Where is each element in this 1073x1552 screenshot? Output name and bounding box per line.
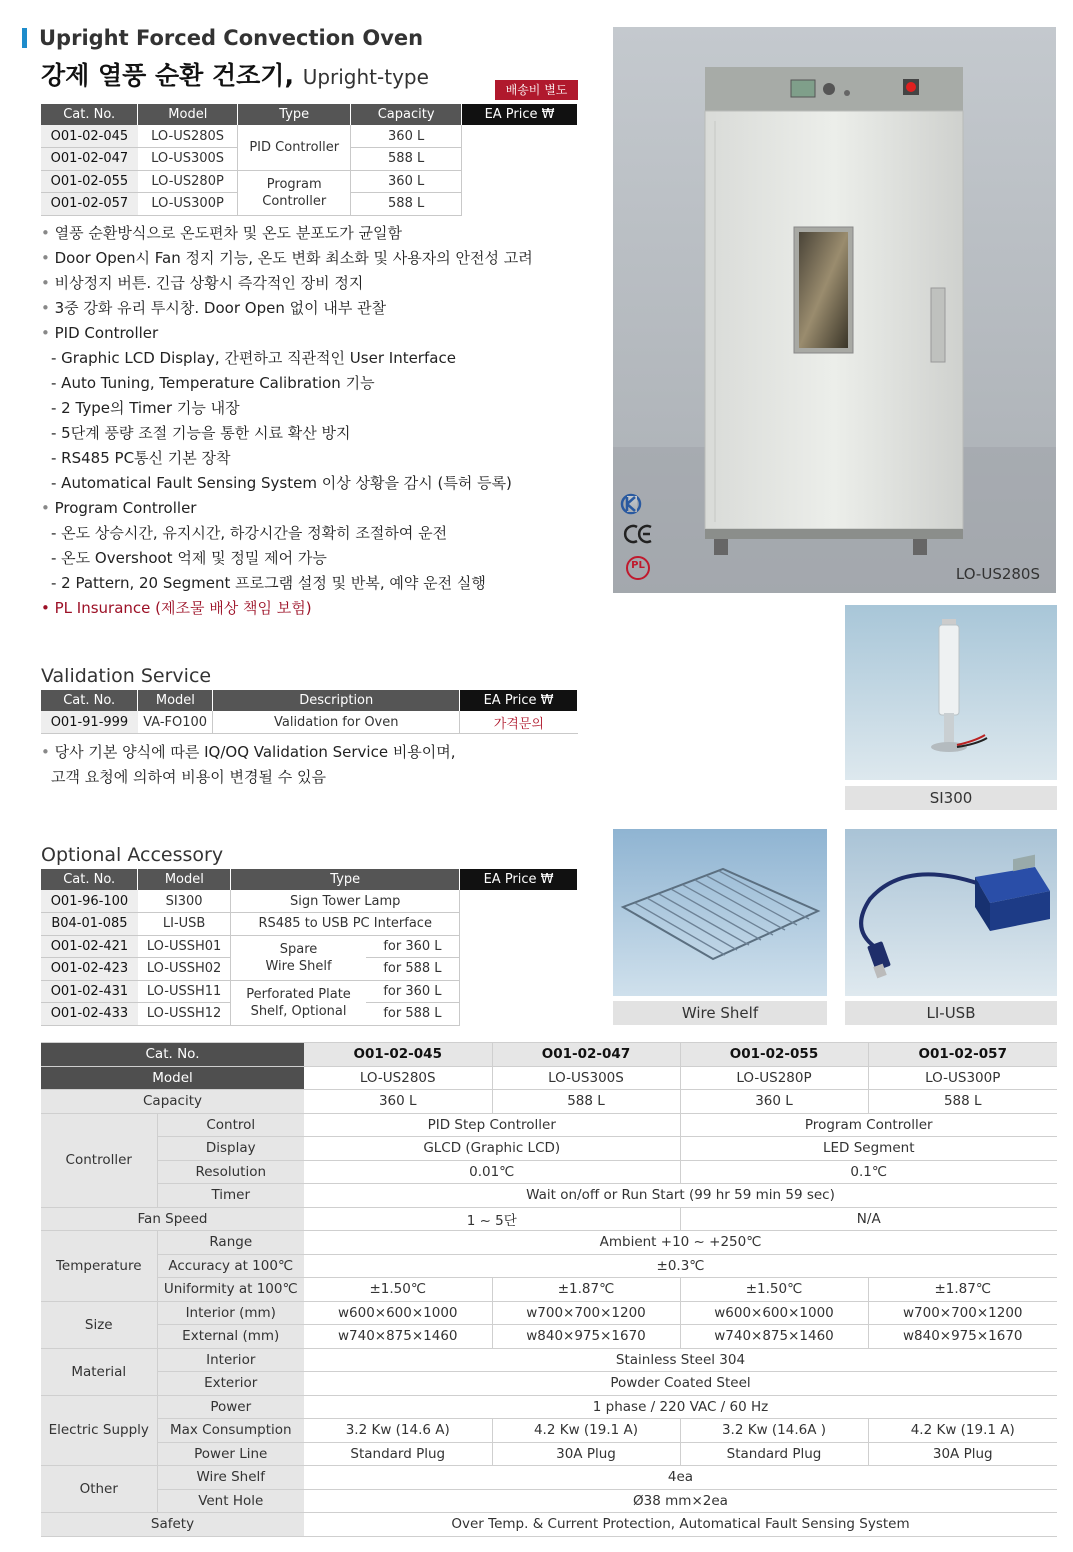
feature-subitem: - Graphic LCD Display, 간편하고 직관적인 User Interface <box>51 349 456 367</box>
spec-mat-exterior-label: Exterior <box>157 1372 304 1396</box>
validation-note <box>41 740 456 790</box>
spec-cat-3: O01-02-055 <box>680 1043 868 1067</box>
spec-capacity-4: 588 L <box>868 1090 1057 1114</box>
spec-row-interior <box>41 1301 1057 1325</box>
spec-row-mat-exterior <box>41 1372 1057 1396</box>
size: for 360 L <box>366 935 460 958</box>
spec-row-capacity <box>41 1090 1057 1114</box>
spec-control-pid: PID Step Controller <box>304 1113 680 1137</box>
spec-cat-1: O01-02-045 <box>304 1043 492 1067</box>
col-price: EA Price ₩ <box>462 104 578 125</box>
spec-consumption-label: Max Consumption <box>157 1419 304 1443</box>
spec-row-external <box>41 1325 1057 1349</box>
spec-range-label: Range <box>157 1231 304 1255</box>
spec-row-accuracy <box>41 1254 1057 1278</box>
cat-no: O01-02-423 <box>41 958 138 981</box>
spec-uniformity-4: ±1.87℃ <box>868 1278 1057 1302</box>
spec-row-display <box>41 1137 1057 1161</box>
price <box>460 935 578 958</box>
spec-row-consumption <box>41 1419 1057 1443</box>
spec-fan-pid: 1 ~ 5단 <box>304 1207 680 1231</box>
spec-power-value: 1 phase / 220 VAC / 60 Hz <box>304 1395 1057 1419</box>
model: LO-US300S <box>138 148 238 171</box>
spec-consumption-3: 3.2 Kw (14.6A ) <box>680 1419 868 1443</box>
type: Sign Tower Lamp <box>231 890 460 913</box>
spec-powerline-3: Standard Plug <box>680 1442 868 1466</box>
validation-note-line2: 고객 요청에 의하여 비용이 변경될 수 있음 <box>51 768 326 786</box>
feature-item: • Door Open시 Fan 정지 기능, 온도 변화 최소화 및 사용자의 안전성 고려 <box>41 246 601 271</box>
title-english <box>22 26 423 50</box>
accessory-heading: Optional Accessory <box>41 844 224 866</box>
type-pid: PID Controller <box>238 125 351 170</box>
spec-mat-interior-value: Stainless Steel 304 <box>304 1348 1057 1372</box>
price <box>460 913 578 936</box>
spec-control-label: Control <box>157 1113 304 1137</box>
spec-external-label: External (mm) <box>157 1325 304 1349</box>
type-wire-line1: Spare <box>279 941 318 957</box>
spec-capacity-1: 360 L <box>304 1090 492 1114</box>
spec-accuracy-label: Accuracy at 100℃ <box>157 1254 304 1278</box>
type-program <box>238 170 351 215</box>
si300-caption: SI300 <box>845 786 1057 810</box>
product-table <box>41 104 578 216</box>
spec-display-label: Display <box>157 1137 304 1161</box>
model: VA-FO100 <box>138 711 213 734</box>
spec-resolution-label: Resolution <box>157 1160 304 1184</box>
spec-wireshelf-label: Wire Shelf <box>157 1466 304 1490</box>
accessory-table <box>41 869 578 1026</box>
spec-row-fan <box>41 1207 1057 1231</box>
spec-powerline-label: Power Line <box>157 1442 304 1466</box>
spec-safety-value: Over Temp. & Current Protection, Automatical Fault Sensing System <box>304 1513 1057 1537</box>
feature-item: • PID Controller <box>41 321 601 346</box>
feature-list <box>41 221 601 621</box>
spec-controller-group: Controller <box>41 1113 157 1207</box>
spec-display-program: LED Segment <box>680 1137 1057 1161</box>
spec-external-2: w840×975×1670 <box>492 1325 680 1349</box>
title-korean-text: 강제 열풍 순환 건조기, <box>41 61 294 90</box>
capacity: 360 L <box>351 170 462 193</box>
oven-photo <box>613 27 1056 593</box>
spec-accuracy-value: ±0.3℃ <box>304 1254 1057 1278</box>
validation-note-line1: • 당사 기본 양식에 따른 IQ/OQ Validation Service 비용이며, <box>41 740 456 765</box>
wire-shelf-illustration <box>613 829 827 996</box>
spec-vent-label: Vent Hole <box>157 1489 304 1513</box>
li-usb-caption: LI-USB <box>845 1001 1057 1025</box>
spec-interior-3: w600×600×1000 <box>680 1301 868 1325</box>
model: LO-US280S <box>138 125 238 148</box>
wire-shelf-caption: Wire Shelf <box>613 1001 827 1025</box>
spec-interior-2: w700×700×1200 <box>492 1301 680 1325</box>
table-row <box>41 170 578 193</box>
price-inquiry: 가격문의 <box>460 711 578 734</box>
table-row <box>41 890 578 913</box>
cat-no: B04-01-085 <box>41 913 138 936</box>
col-cat-no: Cat. No. <box>41 104 138 125</box>
col-model: Model <box>138 869 231 890</box>
type-wire-shelf <box>231 935 366 980</box>
type-program-line2: Controller <box>262 193 327 209</box>
price <box>460 1003 578 1026</box>
type-program-line1: Program <box>266 176 322 192</box>
size: for 588 L <box>366 1003 460 1026</box>
spec-size-group: Size <box>41 1301 157 1348</box>
spec-resolution-program: 0.1℃ <box>680 1160 1057 1184</box>
feature-subitem: - 2 Type의 Timer 기능 내장 <box>51 399 240 417</box>
title-english-text: Upright Forced Convection Oven <box>39 26 424 50</box>
spec-control-program: Program Controller <box>680 1113 1057 1137</box>
price <box>462 170 578 193</box>
price <box>462 148 578 171</box>
col-price: EA Price ₩ <box>460 690 578 711</box>
model: LO-USSH11 <box>138 980 231 1003</box>
spec-timer-value: Wait on/off or Run Start (99 hr 59 min 59 sec) <box>304 1184 1057 1208</box>
price <box>462 193 578 216</box>
pl-insurance-item: • PL Insurance (제조물 배상 책임 보험) <box>41 596 601 621</box>
spec-material-group: Material <box>41 1348 157 1395</box>
spec-mat-exterior-value: Powder Coated Steel <box>304 1372 1057 1396</box>
oven-illustration <box>613 27 1056 593</box>
cat-no: O01-91-999 <box>41 711 138 734</box>
model: LO-US300P <box>138 193 238 216</box>
spec-cat-label: Cat. No. <box>41 1043 304 1067</box>
col-model: Model <box>138 104 238 125</box>
col-type: Type <box>231 869 460 890</box>
spec-uniformity-1: ±1.50℃ <box>304 1278 492 1302</box>
feature-subitem: - 온도 Overshoot 억제 및 정밀 제어 가능 <box>51 549 327 567</box>
model: LO-USSH12 <box>138 1003 231 1026</box>
cat-no: O01-02-045 <box>41 125 138 148</box>
cat-no: O01-02-057 <box>41 193 138 216</box>
spec-model-1: LO-US280S <box>304 1066 492 1090</box>
spec-powerline-2: 30A Plug <box>492 1442 680 1466</box>
description: Validation for Oven <box>213 711 460 734</box>
spec-safety-label: Safety <box>41 1513 304 1537</box>
wire-shelf-photo <box>613 829 827 996</box>
feature-subitem: - RS485 PC통신 기본 장착 <box>51 449 231 467</box>
pl-mark-text: PL <box>631 560 645 571</box>
price <box>460 958 578 981</box>
capacity: 588 L <box>351 193 462 216</box>
spec-vent-value: Ø38 mm×2ea <box>304 1489 1057 1513</box>
cat-no: O01-96-100 <box>41 890 138 913</box>
si300-photo <box>845 605 1057 780</box>
title-korean <box>41 56 429 92</box>
shipping-badge: 배송비 별도 <box>495 80 578 100</box>
table-row <box>41 935 578 958</box>
model: LO-USSH02 <box>138 958 231 981</box>
spec-wireshelf-value: 4ea <box>304 1466 1057 1490</box>
type-wire-line2: Wire Shelf <box>265 958 332 974</box>
feature-item: • 3중 강화 유리 투시창. Door Open 없이 내부 관찰 <box>41 296 601 321</box>
spec-external-4: w840×975×1670 <box>868 1325 1057 1349</box>
spec-fan-label: Fan Speed <box>41 1207 304 1231</box>
cat-no: O01-02-433 <box>41 1003 138 1026</box>
size: for 588 L <box>366 958 460 981</box>
model: LO-USSH01 <box>138 935 231 958</box>
table-row <box>41 913 578 936</box>
spec-row-mat-interior <box>41 1348 1057 1372</box>
spec-timer-label: Timer <box>157 1184 304 1208</box>
feature-subitem: - 온도 상승시간, 유지시간, 하강시간을 정확히 조절하여 운전 <box>51 524 448 542</box>
feature-subitem: - Automatical Fault Sensing System 이상 상황을 감시 (특허 등록) <box>51 474 512 492</box>
spec-row-cat <box>41 1043 1057 1067</box>
spec-consumption-4: 4.2 Kw (19.1 A) <box>868 1419 1057 1443</box>
main-photo-caption: LO-US280S <box>955 565 1040 583</box>
table-row <box>41 980 578 1003</box>
spec-interior-1: w600×600×1000 <box>304 1301 492 1325</box>
spec-capacity-label: Capacity <box>41 1090 304 1114</box>
col-model: Model <box>138 690 213 711</box>
spec-capacity-3: 360 L <box>680 1090 868 1114</box>
spec-power-label: Power <box>157 1395 304 1419</box>
spec-cat-2: O01-02-047 <box>492 1043 680 1067</box>
spec-capacity-2: 588 L <box>492 1090 680 1114</box>
spec-display-pid: GLCD (Graphic LCD) <box>304 1137 680 1161</box>
spec-row-power <box>41 1395 1057 1419</box>
spec-mat-interior-label: Interior <box>157 1348 304 1372</box>
cat-no: O01-02-431 <box>41 980 138 1003</box>
col-cat-no: Cat. No. <box>41 690 138 711</box>
spec-range-value: Ambient +10 ~ +250℃ <box>304 1231 1057 1255</box>
spec-uniformity-2: ±1.87℃ <box>492 1278 680 1302</box>
feature-item: • 비상정지 버튼. 긴급 상황시 즉각적인 장비 정지 <box>41 271 601 296</box>
spec-other-group: Other <box>41 1466 157 1513</box>
spec-row-vent <box>41 1489 1057 1513</box>
spec-resolution-pid: 0.01℃ <box>304 1160 680 1184</box>
spec-row-resolution <box>41 1160 1057 1184</box>
li-usb-photo <box>845 829 1057 996</box>
spec-uniformity-3: ±1.50℃ <box>680 1278 868 1302</box>
feature-subitem: - 5단계 풍량 조절 기능을 통한 시료 확산 방지 <box>51 424 351 442</box>
price <box>462 125 578 148</box>
feature-item: • Program Controller <box>41 496 601 521</box>
spec-interior-label: Interior (mm) <box>157 1301 304 1325</box>
spec-model-2: LO-US300S <box>492 1066 680 1090</box>
spec-model-label: Model <box>41 1066 304 1090</box>
spec-consumption-2: 4.2 Kw (19.1 A) <box>492 1419 680 1443</box>
spec-row-safety <box>41 1513 1057 1537</box>
col-description: Description <box>213 690 460 711</box>
spec-model-3: LO-US280P <box>680 1066 868 1090</box>
spec-powerline-4: 30A Plug <box>868 1442 1057 1466</box>
size: for 360 L <box>366 980 460 1003</box>
spec-row-uniformity <box>41 1278 1057 1302</box>
capacity: 360 L <box>351 125 462 148</box>
spec-row-range <box>41 1231 1057 1255</box>
type: RS485 to USB PC Interface <box>231 913 460 936</box>
spec-table <box>41 1042 1057 1537</box>
spec-electric-group: Electric Supply <box>41 1395 157 1466</box>
spec-external-1: w740×875×1460 <box>304 1325 492 1349</box>
table-row <box>41 125 578 148</box>
spec-row-powerline <box>41 1442 1057 1466</box>
spec-row-timer <box>41 1184 1057 1208</box>
spec-model-4: LO-US300P <box>868 1066 1057 1090</box>
col-type: Type <box>238 104 351 125</box>
spec-row-wireshelf <box>41 1466 1057 1490</box>
cat-no: O01-02-047 <box>41 148 138 171</box>
spec-powerline-1: Standard Plug <box>304 1442 492 1466</box>
type-perf-line1: Perforated Plate <box>246 986 351 1002</box>
cat-no: O01-02-421 <box>41 935 138 958</box>
type-perforated-shelf <box>231 980 366 1025</box>
type-perf-line2: Shelf, Optional <box>250 1003 347 1019</box>
model: LI-USB <box>138 913 231 936</box>
validation-heading: Validation Service <box>41 665 212 687</box>
spec-interior-4: w700×700×1200 <box>868 1301 1057 1325</box>
cat-no: O01-02-055 <box>41 170 138 193</box>
spec-consumption-1: 3.2 Kw (14.6 A) <box>304 1419 492 1443</box>
table-row <box>41 711 578 734</box>
model: SI300 <box>138 890 231 913</box>
spec-fan-program: N/A <box>680 1207 1057 1231</box>
price <box>460 890 578 913</box>
model: LO-US280P <box>138 170 238 193</box>
col-price: EA Price ₩ <box>460 869 578 890</box>
feature-subitem: - Auto Tuning, Temperature Calibration 기능 <box>51 374 375 392</box>
spec-cat-4: O01-02-057 <box>868 1043 1057 1067</box>
spec-uniformity-label: Uniformity at 100℃ <box>157 1278 304 1302</box>
capacity: 588 L <box>351 148 462 171</box>
title-korean-sub: Upright-type <box>302 65 429 89</box>
col-capacity: Capacity <box>351 104 462 125</box>
usb-interface-illustration <box>845 829 1057 996</box>
price <box>460 980 578 1003</box>
tower-lamp-illustration <box>845 605 1057 780</box>
validation-table <box>41 690 578 734</box>
feature-subitem: - 2 Pattern, 20 Segment 프로그램 설정 및 반복, 예약 운전 실행 <box>51 574 486 592</box>
spec-external-3: w740×875×1460 <box>680 1325 868 1349</box>
spec-temperature-group: Temperature <box>41 1231 157 1302</box>
spec-row-model <box>41 1066 1057 1090</box>
title-accent-bar <box>22 28 27 48</box>
feature-item: • 열풍 순환방식으로 온도편차 및 온도 분포도가 균일함 <box>41 221 601 246</box>
col-cat-no: Cat. No. <box>41 869 138 890</box>
spec-row-control <box>41 1113 1057 1137</box>
